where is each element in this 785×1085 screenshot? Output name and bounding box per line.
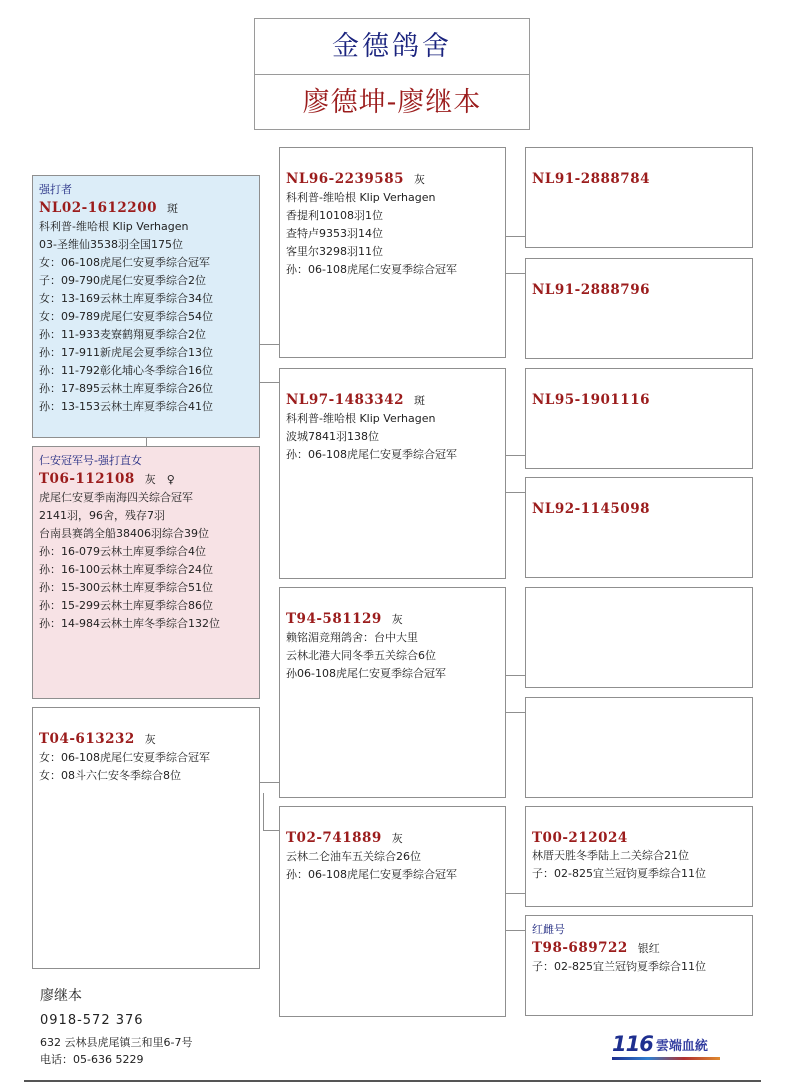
gen3-card-4 (525, 477, 753, 578)
info-line: 科利普-维哈根 Klip Verhagen (286, 191, 436, 204)
info-line: 子：02-825宜兰冠钧夏季综合11位 (532, 960, 706, 973)
info-line: 女：06-108虎尾仁安夏季综合冠军 (39, 256, 210, 269)
info-line: 孙：06-108虎尾仁安夏季综合冠军 (286, 868, 457, 881)
subject-label: 强打者 (39, 183, 72, 196)
address: 632 云林县虎尾镇三和里6-7号 (40, 1036, 193, 1049)
gen3-card-5 (525, 587, 753, 688)
pedigree-header (254, 18, 530, 130)
connector-line (506, 492, 525, 493)
gen3-card-6 (525, 697, 753, 798)
gen3-card-1 (525, 147, 753, 248)
gen3-card-7 (525, 806, 753, 907)
subject-ring: NL02-1612200 (39, 200, 157, 216)
info-line: 孙：17-911新虎尾会夏季综合13位 (39, 346, 213, 359)
info-line: 孙：16-100云林土库夏季综合24位 (39, 563, 213, 576)
ring-number: NL97-1483342 (286, 392, 404, 408)
connector-line (506, 273, 525, 274)
connector-line (506, 455, 525, 456)
info-line: 虎尾仁安夏季南海四关综合冠军 (39, 491, 193, 504)
info-line: 科利普-维哈根 Klip Verhagen (286, 412, 436, 425)
connector-line (506, 930, 525, 931)
info-line: 孙：14-984云林土库冬季综合132位 (39, 617, 220, 630)
telephone: 电话：05-636 5229 (40, 1053, 144, 1066)
color-label: 灰 (391, 832, 403, 845)
loft-name: 金德鸽舍 (255, 19, 529, 75)
info-line: 孙：11-933麦寮鹤翔夏季综合2位 (39, 328, 206, 341)
ring-number: NL91-2888784 (532, 171, 650, 187)
info-line: 女：06-108虎尾仁安夏季综合冠军 (39, 751, 210, 764)
connector-line (263, 830, 279, 831)
info-line: 孙06-108虎尾仁安夏季综合冠军 (286, 667, 446, 680)
connector-line (263, 793, 264, 830)
info-line: 女：13-169云林土库夏季综合34位 (39, 292, 213, 305)
connector-line (260, 382, 279, 383)
info-line: 女：08斗六仁安冬季综合8位 (39, 769, 181, 782)
info-line: 云林二仑油车五关综合26位 (286, 850, 421, 863)
info-line: 03-圣维仙3538羽全国175位 (39, 238, 183, 251)
dam-card (32, 446, 260, 699)
info-line: 科利普-维哈根 Klip Verhagen (39, 220, 189, 233)
info-line: 孙：16-079云林土库夏季综合4位 (39, 545, 206, 558)
color-label: 银红 (637, 942, 660, 955)
logo-text: 雲端血統 (655, 1039, 708, 1054)
dam-ring: T06-112108 (39, 471, 135, 487)
mobile-phone: 0918-572 376 (40, 1013, 144, 1028)
dam-sire-ring: T04-613232 (39, 731, 135, 747)
pigeon-label: 红雌号 (532, 923, 565, 936)
ring-number: T94-581129 (286, 611, 382, 627)
connector-line (506, 893, 525, 894)
info-line: 2141羽，96舍，残存7羽 (39, 509, 165, 522)
connector-line (506, 675, 525, 676)
color-label: 灰 (413, 173, 425, 186)
info-line: 子：09-790虎尾仁安夏季综合2位 (39, 274, 206, 287)
ring-number: NL92-1145098 (532, 501, 650, 517)
info-line: 孙：13-153云林土库夏季综合41位 (39, 400, 213, 413)
connector-line (506, 712, 525, 713)
dam-dam-dam-card (279, 806, 506, 1017)
gen3-card-3 (525, 368, 753, 469)
dam-sire-color: 灰 (144, 733, 156, 746)
info-line: 赖铭湄竞翔鸽舍：台中大里 (286, 631, 418, 644)
gen3-card-8 (525, 915, 753, 1016)
info-line: 孙：15-300云林土库夏季综合51位 (39, 581, 213, 594)
ring-number: T00-212024 (532, 830, 628, 846)
info-line: 孙：15-299云林土库夏季综合86位 (39, 599, 213, 612)
ring-number: T98-689722 (532, 940, 628, 956)
bottom-divider (24, 1080, 761, 1082)
color-label: 灰 (391, 613, 403, 626)
info-line: 查特卢9353羽14位 (286, 227, 383, 240)
sire-sire-card (279, 147, 506, 358)
info-line: 孙：06-108虎尾仁安夏季综合冠军 (286, 448, 457, 461)
info-line: 子：02-825宜兰冠钧夏季综合11位 (532, 867, 706, 880)
connector-line (260, 344, 279, 345)
logo-number: 116 (612, 1032, 653, 1056)
info-line: 孙：11-792彰化埔心冬季综合16位 (39, 364, 213, 377)
sire-dam-card (279, 368, 506, 579)
color-label: 斑 (413, 394, 425, 407)
info-line: 林厝天胜冬季陆上二关综合21位 (532, 849, 689, 862)
dam-sire-card (32, 707, 260, 969)
subject-card (32, 175, 260, 438)
dam-label: 仁安冠军号-强打直女 (39, 454, 142, 467)
brand-logo (612, 1032, 708, 1056)
dam-color: 灰 ♀ (144, 473, 175, 486)
info-line: 孙：17-895云林土库夏季综合26位 (39, 382, 213, 395)
info-line: 香提利10108羽1位 (286, 209, 383, 222)
info-line: 女：09-789虎尾仁安夏季综合54位 (39, 310, 213, 323)
connector-line (146, 438, 147, 446)
subject-color: 斑 (166, 202, 178, 215)
info-line: 客里尔3298羽11位 (286, 245, 383, 258)
ring-number: NL95-1901116 (532, 392, 650, 408)
owner-contact (40, 985, 192, 1068)
info-line: 孙：06-108虎尾仁安夏季综合冠军 (286, 263, 457, 276)
ring-number: NL96-2239585 (286, 171, 404, 187)
ring-number: NL91-2888796 (532, 282, 650, 298)
owner-names: 廖德坤-廖继本 (302, 87, 482, 118)
info-line: 云林北港大同冬季五关综合6位 (286, 649, 436, 662)
gen3-card-2 (525, 258, 753, 359)
connector-line (260, 782, 279, 783)
dam-dam-sire-card (279, 587, 506, 798)
connector-line (506, 236, 525, 237)
info-line: 波城7841羽138位 (286, 430, 379, 443)
logo-underline (612, 1057, 720, 1060)
info-line: 台南县赛鸽全船38406羽综合39位 (39, 527, 209, 540)
ring-number: T02-741889 (286, 830, 382, 846)
owner-name: 廖继本 (40, 988, 82, 1004)
